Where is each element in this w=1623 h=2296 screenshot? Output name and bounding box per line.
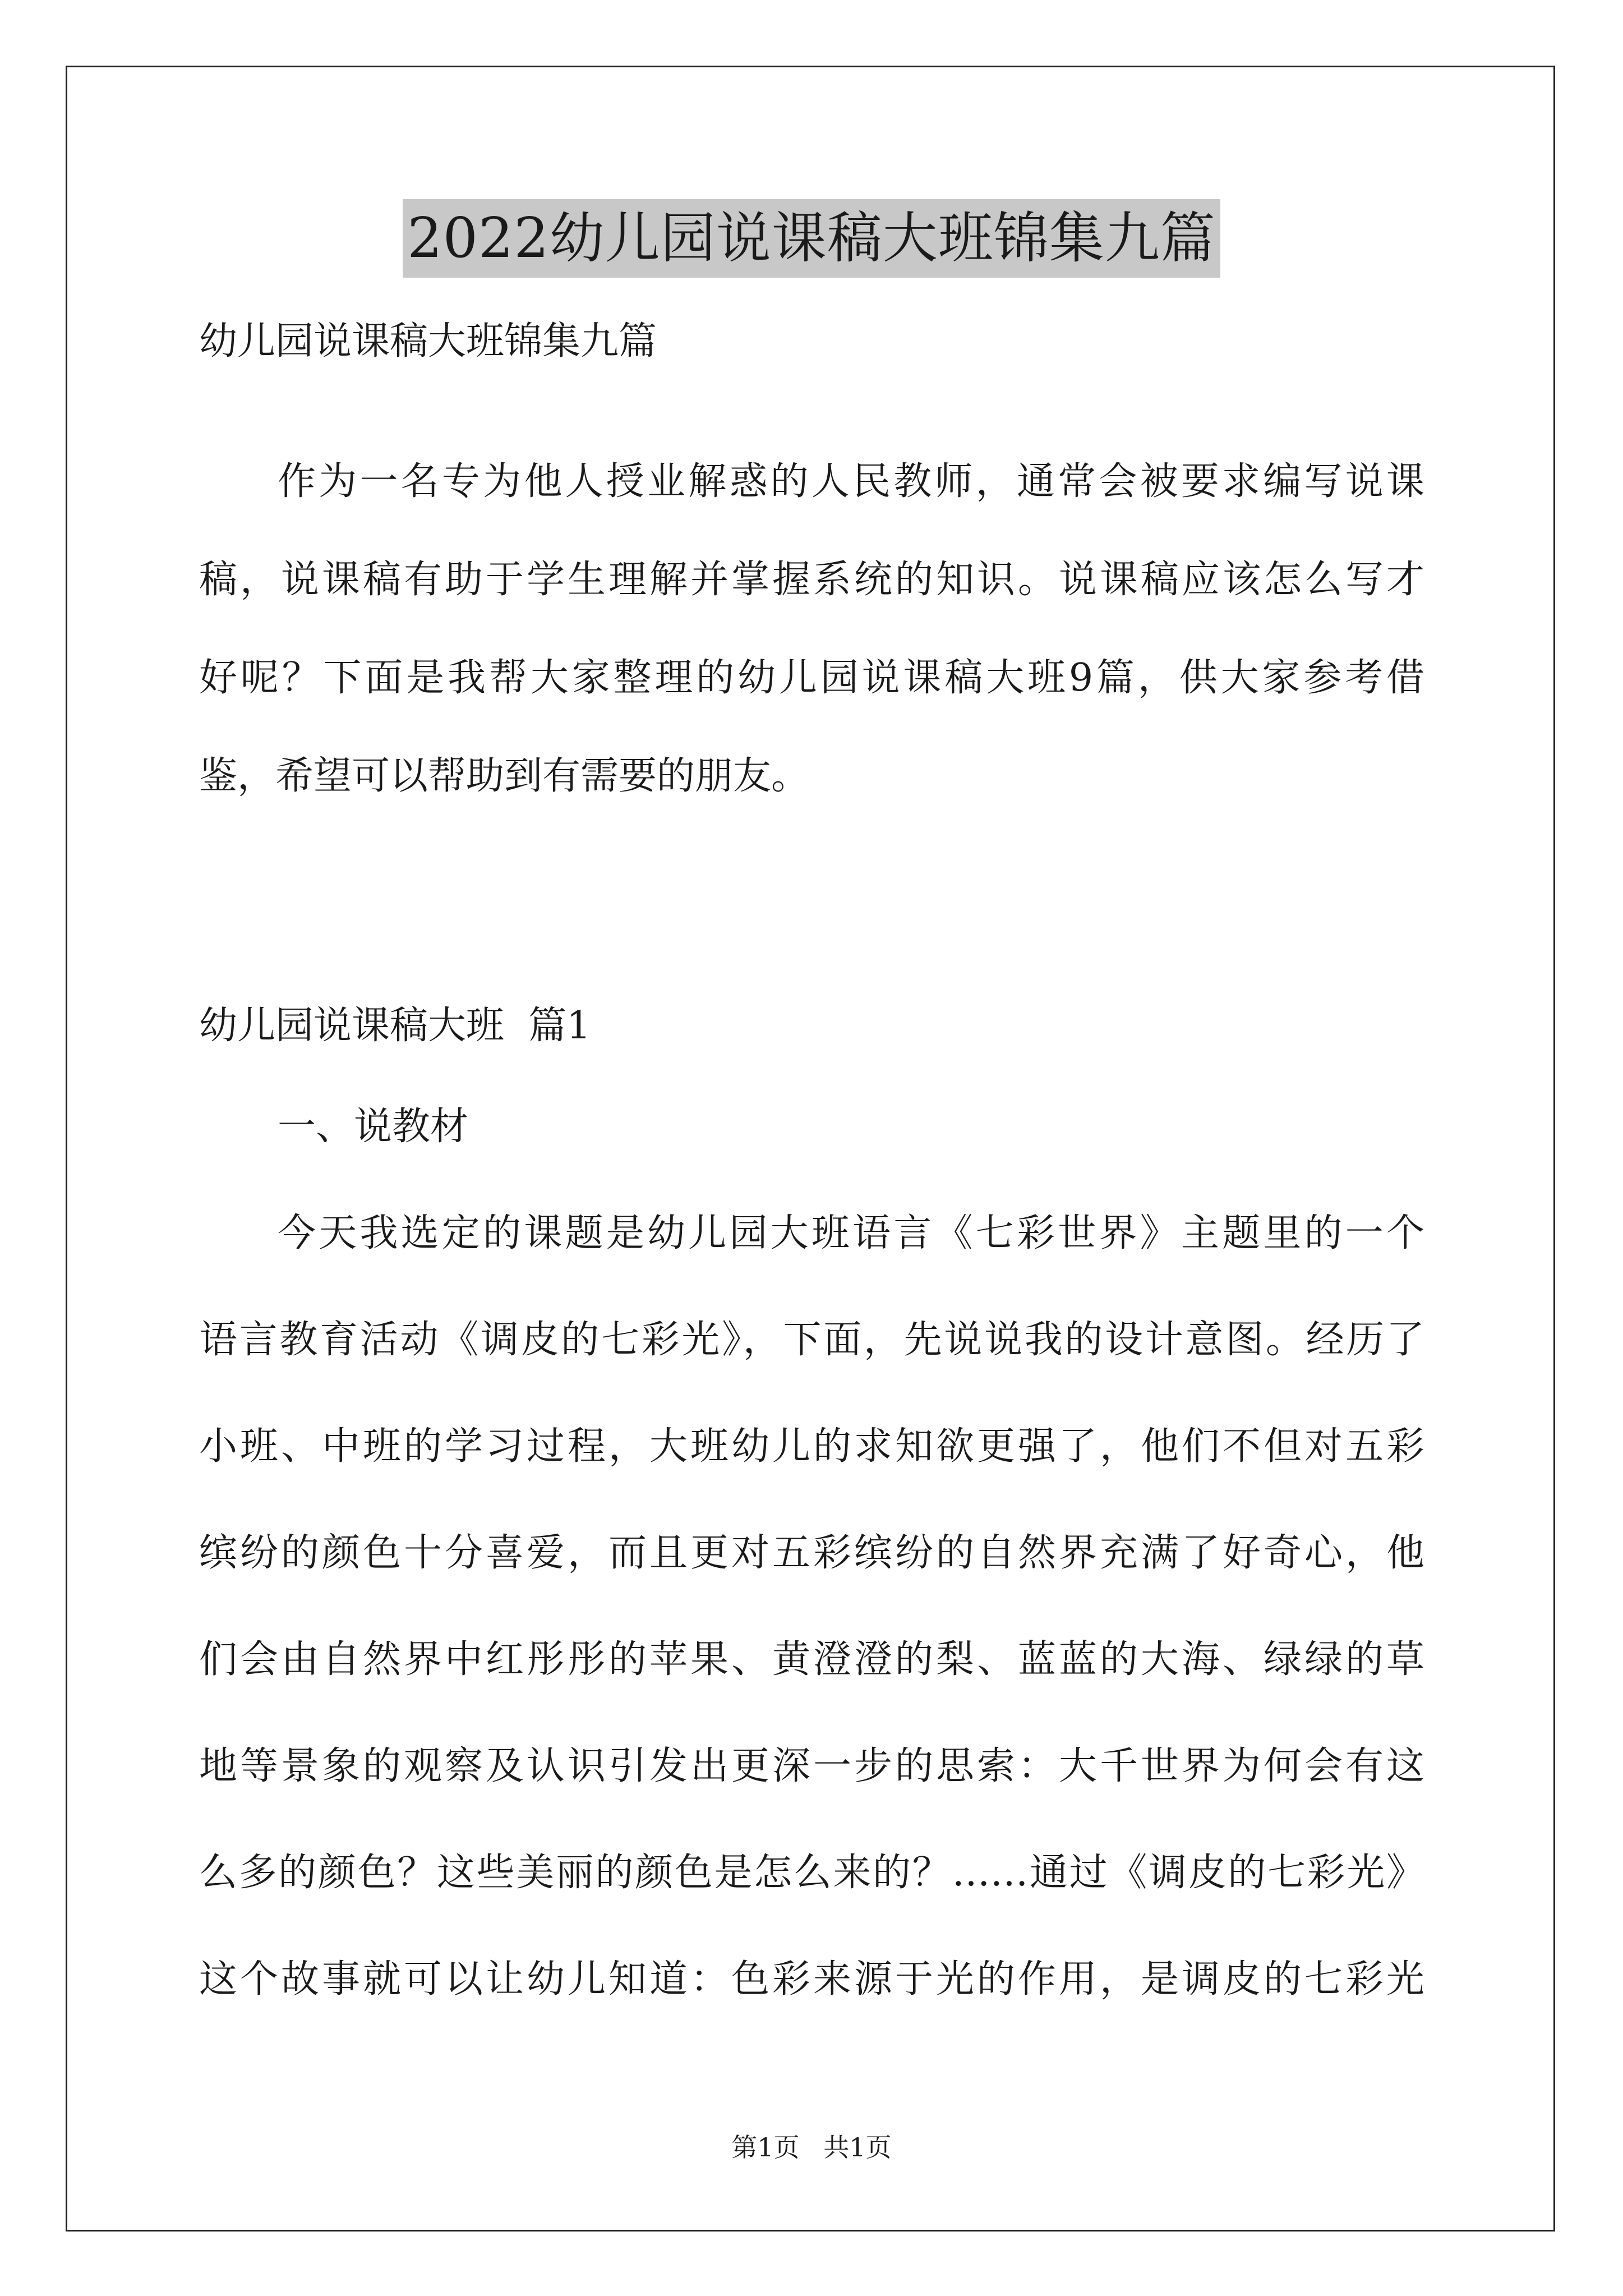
- body-line: 们会由自然界中红彤彤的苹果、黄澄澄的梨、蓝蓝的大海、绿绿的草: [199, 1637, 1424, 1682]
- intro-line: 稿，说课稿有助于学生理解并掌握系统的知识。说课稿应该怎么写才: [199, 558, 1424, 602]
- title-container: [0, 199, 1623, 278]
- page-number: 第1页: [731, 2132, 800, 2162]
- section-heading: 幼儿园说课稿大班 篇1: [199, 1004, 591, 1048]
- page-total: 共1页: [823, 2132, 892, 2162]
- body-line: 缤纷的颜色十分喜爱，而且更对五彩缤纷的自然界充满了好奇心，他: [199, 1531, 1424, 1575]
- body-line: 这个故事就可以让幼儿知道：色彩来源于光的作用，是调皮的七彩光: [199, 1957, 1424, 2001]
- document-title: 2022幼儿园说课稿大班锦集九篇: [403, 199, 1220, 278]
- body-line: 地等景象的观察及认识引发出更深一步的思索：大千世界为何会有这: [199, 1744, 1424, 1788]
- document-subtitle: 幼儿园说课稿大班锦集九篇: [199, 319, 657, 364]
- body-line: 么多的颜色？这些美丽的颜色是怎么来的？……通过《调皮的七彩光》: [199, 1851, 1424, 1895]
- page-footer: [0, 2134, 1623, 2160]
- subsection-heading: 一、说教材: [278, 1105, 469, 1149]
- intro-line: 好呢？下面是我帮大家整理的幼儿园说课稿大班9篇，供大家参考借: [199, 656, 1424, 700]
- body-line: 小班、中班的学习过程，大班幼儿的求知欲更强了，他们不但对五彩: [199, 1424, 1424, 1469]
- intro-line: 作为一名专为他人授业解惑的人民教师，通常会被要求编写说课: [278, 459, 1424, 504]
- intro-line: 鉴，希望可以帮助到有需要的朋友。: [199, 754, 810, 798]
- body-line: 今天我选定的课题是幼儿园大班语言《七彩世界》主题里的一个: [278, 1211, 1424, 1255]
- body-line: 语言教育活动《调皮的七彩光》，下面，先说说我的设计意图。经历了: [199, 1318, 1424, 1362]
